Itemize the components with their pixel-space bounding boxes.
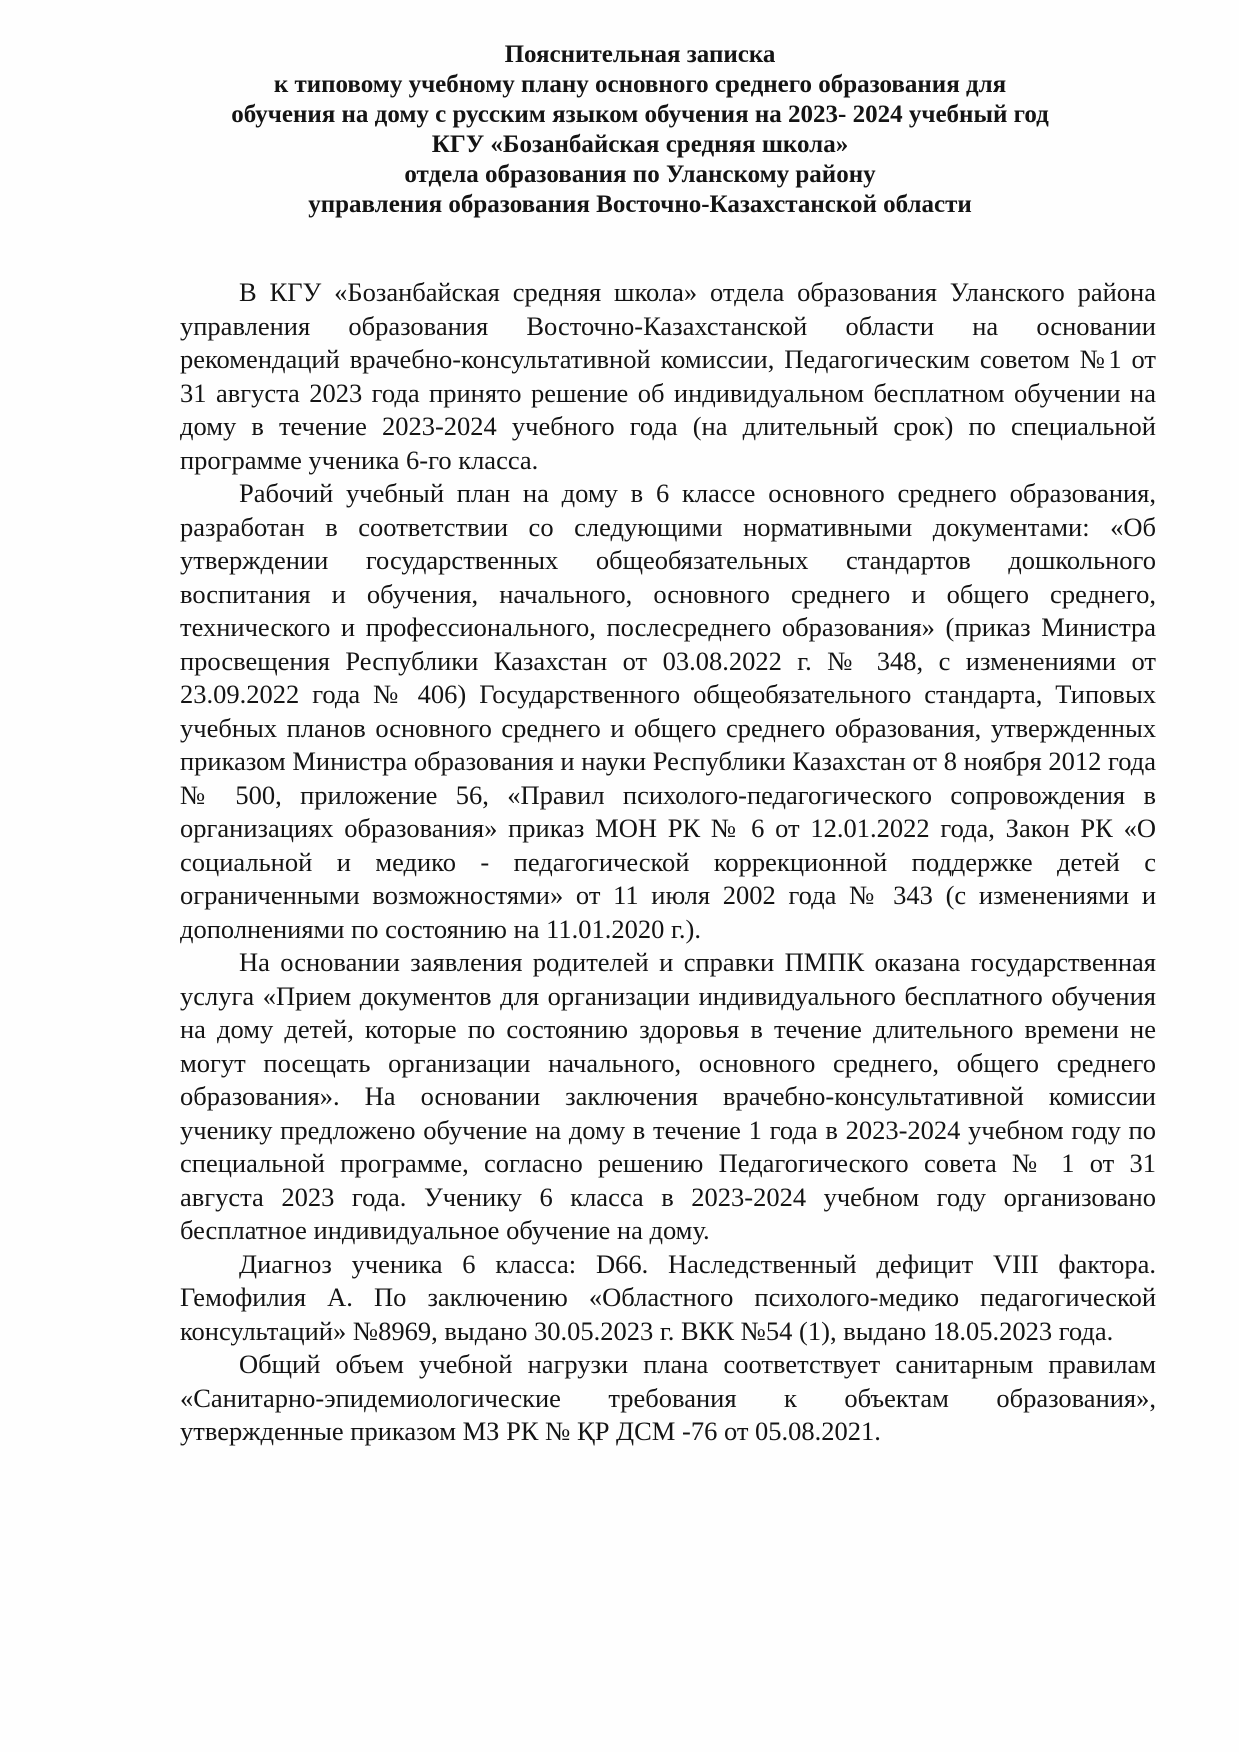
paragraph-decision: В КГУ «Бозанбайская средняя школа» отдела образования Уланского района управления образования Восточно-Казахстанской области на основании рекомендаций врачебно-консультативной комиссии, Педагогическим советом №1 от 31 августа 2023 года принято решение об индивидуальном бесплатном обучении на дому в течение 2023-2024 учебного года (на длительный срок) по специальной программе ученика 6-го класса. [180,277,1156,475]
paragraph-workload: Общий объем учебной нагрузки плана соответствует санитарным правилам «Санитарно-эпидемиологические требования к объектам образования», утвержденные приказом МЗ РК № ҚР ДСМ -76 от 05.08.2021. [180,1349,1156,1446]
document-body [180,276,1156,1449]
header-line-school: КГУ «Бозанбайская средняя школа» [431,131,849,158]
paragraph-service: На основании заявления родителей и справки ПМПК оказана государственная услуга «Прием документов для организации индивидуального бесплатного обучения на дому детей, которые по состоянию здоровья в течение длительного времени не могут посещать организации начального, основного среднего, общего среднего образования». На основании заключения врачебно-консультативной комиссии ученику предложено обучение на дому в течение 1 года в 2023-2024 учебном году по специальной программе, согласно решению Педагогического совета № 1 от 31 августа 2023 года. Ученику 6 класса в 2023-2024 учебном году организовано бесплатное индивидуальное обучение на дому. [180,947,1156,1245]
header-line-year: обучения на дому с русским языком обучения на 2023- 2024 учебный год [231,101,1049,128]
header-line-plan: к типовому учебному плану основного среднего образования для [273,71,1007,98]
paragraph-regulations: Рабочий учебный план на дому в 6 классе основного среднего образования, разработан в соответствии со следующими нормативными документами: «Об утверждении государственных общеобязательных стандартов дошкольного воспитания и обучения, начального, основного среднего и общего среднего, технического и профессионального, послесреднего образования» (приказ Министра просвещения Республики Казахстан от 03.08.2022 г. № 348, с изменениями от 23.09.2022 года № 406) Государственного общеобязательного стандарта, Типовых учебных планов основного среднего и общего среднего образования, утвержденных приказом Министра образования и науки Республики Казахстан от 8 ноября 2012 года № 500, приложение 56, «Правил психолого-педагогического сопровождения в организациях образования» приказ МОН РК № 6 от 12.01.2022 года, Закон РК «О социальной и медико - педагогической коррекционной поддержке детей с ограниченными возможностями» от 11 июля 2002 года № 343 (с изменениями и дополнениями по состоянию на 11.01.2020 г.). [180,478,1156,944]
paragraph-diagnosis: Диагноз ученика 6 класса: D66. Наследственный дефицит VIII фактора. Гемофилия А. По заключению «Областного психолого-медико педагогической консультаций» №8969, выдано 30.05.2023 г. ВКК №54 (1), выдано 18.05.2023 года. [180,1248,1156,1346]
header-line-administration: управления образования Восточно-Казахстанской области [308,191,972,218]
header-line-department: отдела образования по Уланскому району [404,161,876,188]
document-header [150,40,1130,220]
document-title: Пояснительная записка [504,41,776,68]
